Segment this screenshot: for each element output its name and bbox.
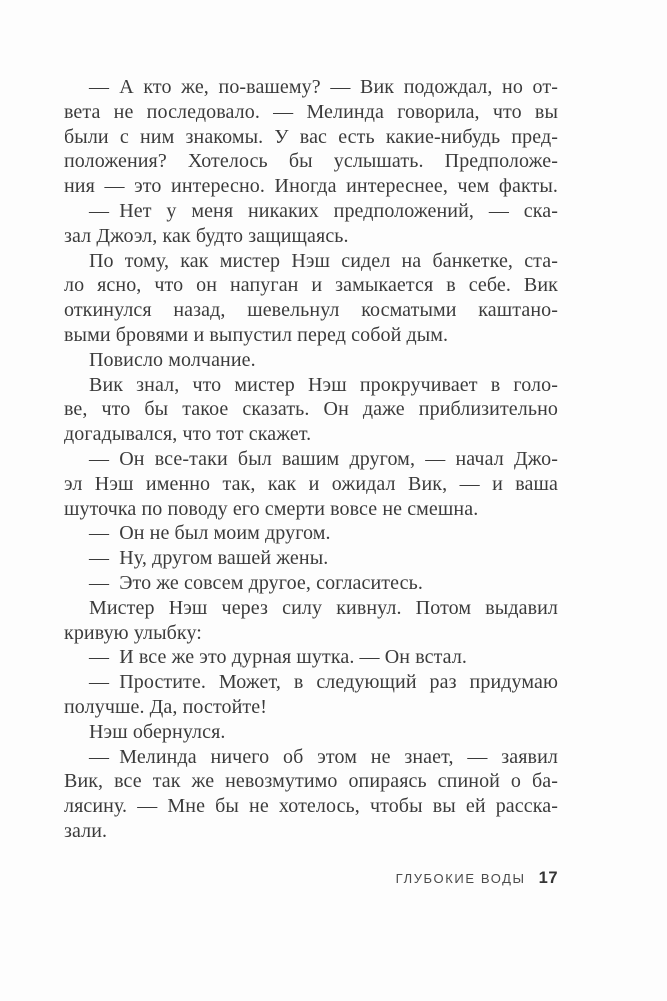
text-line: эл Нэш именно так, как и ожидал Вик, — и ваша [64,472,558,495]
text-line: — Ну, другом вашей жены. [89,547,329,570]
text-line: По тому, как мистер Нэш сидел на банкетке, ста- [89,249,558,272]
text-line: зали. [64,819,108,842]
running-footer [396,869,558,888]
text-line: — Мелинда ничего об этом не знает, — заявил [89,745,558,768]
text-line: положения? Хотелось бы услышать. Предположе- [64,150,558,173]
page-text [64,75,558,844]
text-line: — Простите. Может, в следующий раз придумаю [89,671,558,694]
text-line: выми бровями и выпустил перед собой дым. [64,323,449,346]
text-line: Повисло молчание. [89,348,256,371]
text-line: — Он все-таки был вашим другом, — начал Джо- [89,447,558,470]
text-line: получше. Да, постойте! [64,695,268,718]
text-line: — Нет у меня никаких предположений, — ска- [89,199,558,222]
text-line: — И все же это дурная шутка. — Он встал. [89,646,468,669]
footer-page-number: 17 [538,869,558,887]
text-line: ло ясно, что он напуган и замыкается в себе. Вик [64,274,558,297]
text-line: были с ним знакомы. У вас есть какие-нибудь пред- [64,125,558,148]
text-line: — Он не был моим другом. [89,522,331,545]
text-line: кривую улыбку: [64,621,202,644]
text-line: зал Джоэл, как будто защищаясь. [64,224,349,247]
footer-book-title: ГЛУБОКИЕ ВОДЫ [395,871,526,886]
text-line: Мистер Нэш через силу кивнул. Потом выдавил [89,596,558,619]
text-line: догадывался, что тот скажет. [64,423,312,446]
text-line: лясину. — Мне бы не хотелось, чтобы вы ей расска- [64,795,558,818]
text-line: ния — это интересно. Иногда интереснее, чем факты. [64,175,558,198]
text-line: шуточка по поводу его смерти вовсе не смешна. [64,497,479,520]
text-line: Вик знал, что мистер Нэш прокручивает в голо- [89,373,558,396]
text-line: ве, что бы такое сказать. Он даже приблизительно [64,398,558,421]
text-line: — А кто же, по-вашему? — Вик подождал, но от- [89,76,558,98]
text-line: Нэш обернулся. [89,720,226,743]
text-line: откинулся назад, шевельнул косматыми каштано- [64,299,558,322]
text-line: Вик, все так же невозмутимо опираясь спиной о ба- [64,770,558,793]
text-line: вета не последовало. — Мелинда говорила, что вы [64,100,558,123]
text-line: — Это же совсем другое, согласитесь. [89,571,423,594]
